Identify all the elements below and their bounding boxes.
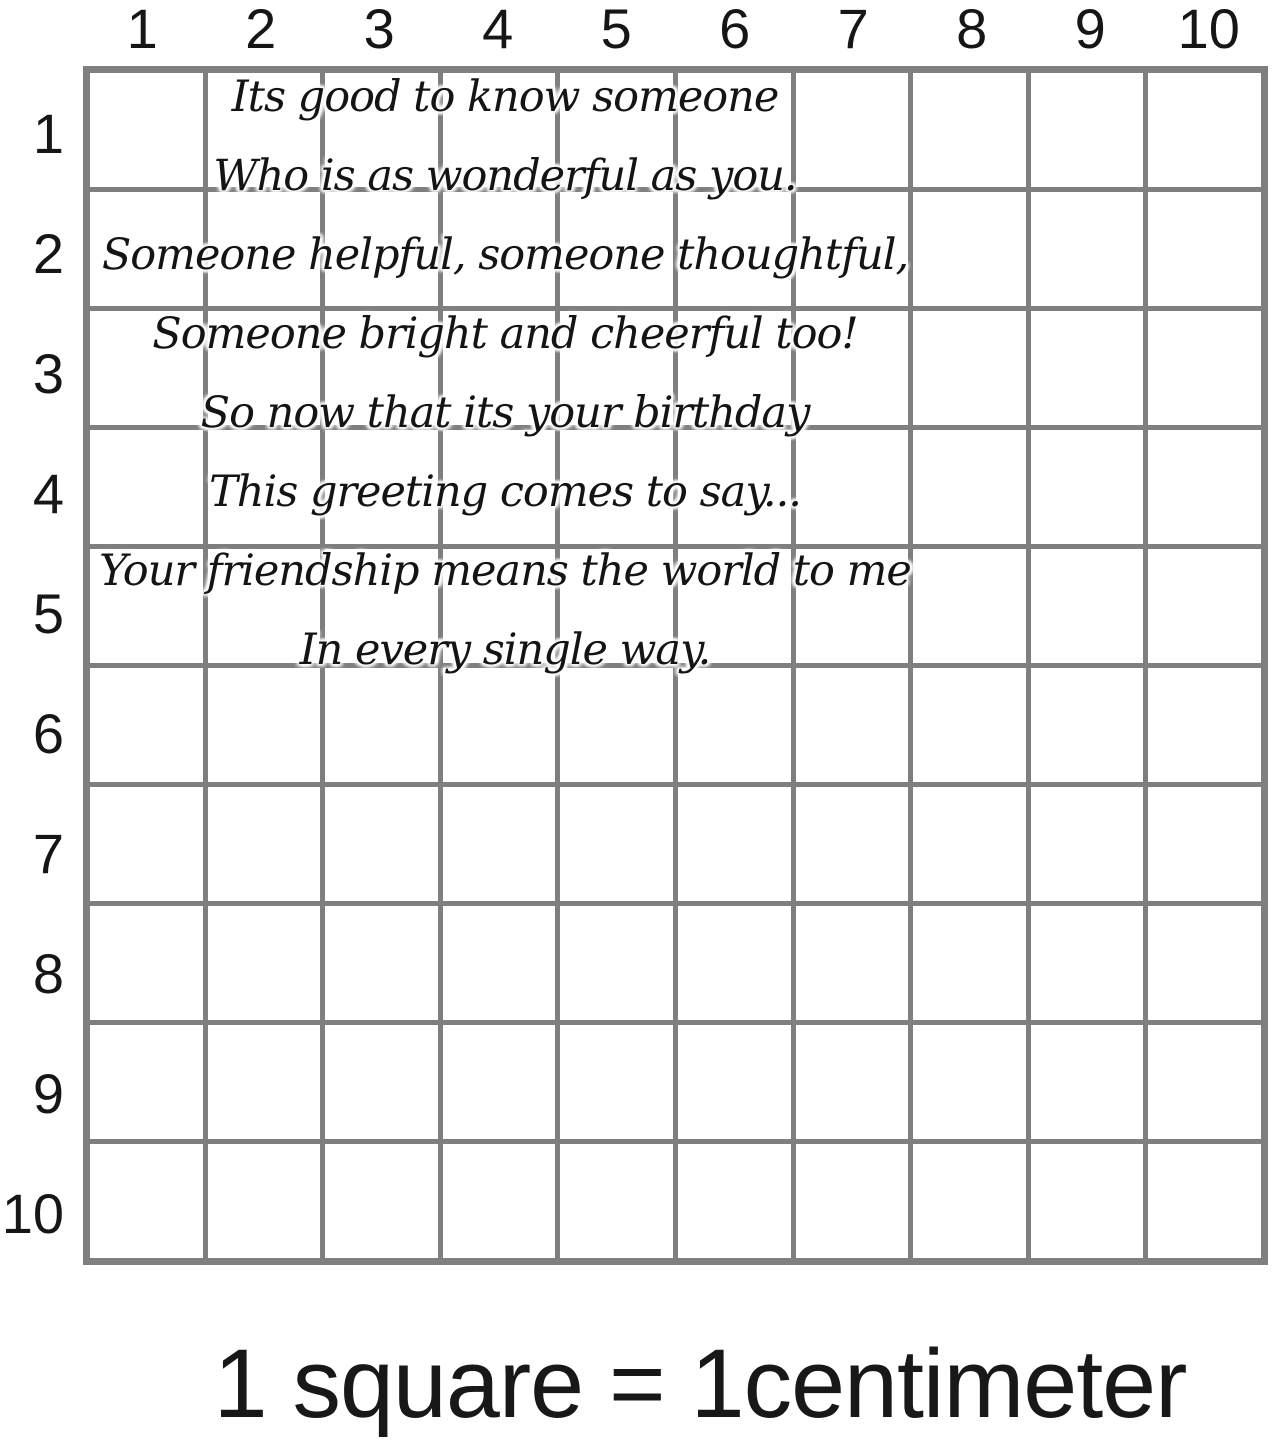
grid-cell [90,787,203,901]
row-label-5: 5 [32,582,64,646]
grid-cell [913,1144,1026,1258]
column-label-6: 6 [719,0,751,60]
grid-cell [1148,549,1261,663]
grid-cell [913,787,1026,901]
scale-caption: 1 square = 1centimeter [213,1329,1187,1438]
poem-line-6: This greeting comes to say... [209,467,801,517]
grid-cell [208,1025,321,1139]
grid-cell [325,787,438,901]
column-label-9: 9 [1074,0,1106,60]
grid-cell [678,787,791,901]
grid-cell [208,1144,321,1258]
grid-cell [1148,1025,1261,1139]
grid-cell [913,549,1026,663]
poem-line-1: Its good to know someone [231,72,779,122]
grid-cell [443,906,556,1020]
grid-cell [913,1025,1026,1139]
column-label-7: 7 [837,0,869,60]
grid-cell [913,73,1026,187]
grid-cell [796,1144,909,1258]
column-label-4: 4 [482,0,514,60]
column-labels-row [83,0,1268,60]
poem-line-5: So now that its your birthday [200,388,810,438]
poem-line-4: Someone bright and cheerful too! [152,309,858,359]
grid-cell [1031,787,1144,901]
row-label-10: 10 [1,1181,64,1245]
grid-cell [913,311,1026,425]
grid-cell [443,787,556,901]
grid-cell [1031,1025,1144,1139]
column-label-8: 8 [956,0,988,60]
grid-cell [325,906,438,1020]
grid-cell [1148,668,1261,782]
grid-cell [443,1144,556,1258]
poem-line-8: In every single way. [299,625,711,675]
row-label-3: 3 [32,342,64,406]
grid-cell [325,1025,438,1139]
grid-cell [90,1144,203,1258]
grid-cell [1031,430,1144,544]
row-label-6: 6 [32,701,64,765]
grid-cell [1031,906,1144,1020]
grid-cell [560,787,673,901]
grid-cell [325,1144,438,1258]
grid-cell [796,787,909,901]
grid-cell [1031,192,1144,306]
row-label-8: 8 [32,941,64,1005]
grid-cell [1031,668,1144,782]
grid-cell [1148,906,1261,1020]
column-label-3: 3 [363,0,395,60]
poem-line-2: Who is as wonderful as you. [213,151,797,201]
grid-cell [90,906,203,1020]
grid-cell [208,787,321,901]
grid-cell [1031,73,1144,187]
grid-cell [560,1144,673,1258]
grid-cell [90,1025,203,1139]
grid-cell [1148,192,1261,306]
row-label-4: 4 [32,462,64,526]
row-labels-column [0,66,74,1265]
grid-cell [1148,787,1261,901]
grid-cell [796,906,909,1020]
column-label-10: 10 [1177,0,1240,60]
row-label-9: 9 [32,1061,64,1125]
grid-cell [1031,1144,1144,1258]
row-label-2: 2 [32,222,64,286]
grid-cell [1148,311,1261,425]
column-label-5: 5 [600,0,632,60]
column-label-2: 2 [245,0,277,60]
poem-overlay [99,58,911,690]
grid-cell [208,906,321,1020]
grid-cell [913,430,1026,544]
grid-cell [913,906,1026,1020]
grid-cell [678,1144,791,1258]
column-label-1: 1 [126,0,158,60]
row-label-7: 7 [32,821,64,885]
grid-cell [560,1025,673,1139]
grid-cell [1031,311,1144,425]
grid-cell [1031,549,1144,663]
grid-cell [796,1025,909,1139]
grid-cell [1148,430,1261,544]
poem-line-7: Your friendship means the world to me [99,546,911,596]
row-label-1: 1 [32,102,64,166]
grid-cell [443,1025,556,1139]
grid-cell [1148,73,1261,187]
grid-cell [913,192,1026,306]
grid-cell [678,1025,791,1139]
grid-cell [560,906,673,1020]
poem-line-3: Someone helpful, someone thoughtful, [101,230,909,280]
grid-cell [913,668,1026,782]
grid-cell [1148,1144,1261,1258]
grid-cell [678,906,791,1020]
